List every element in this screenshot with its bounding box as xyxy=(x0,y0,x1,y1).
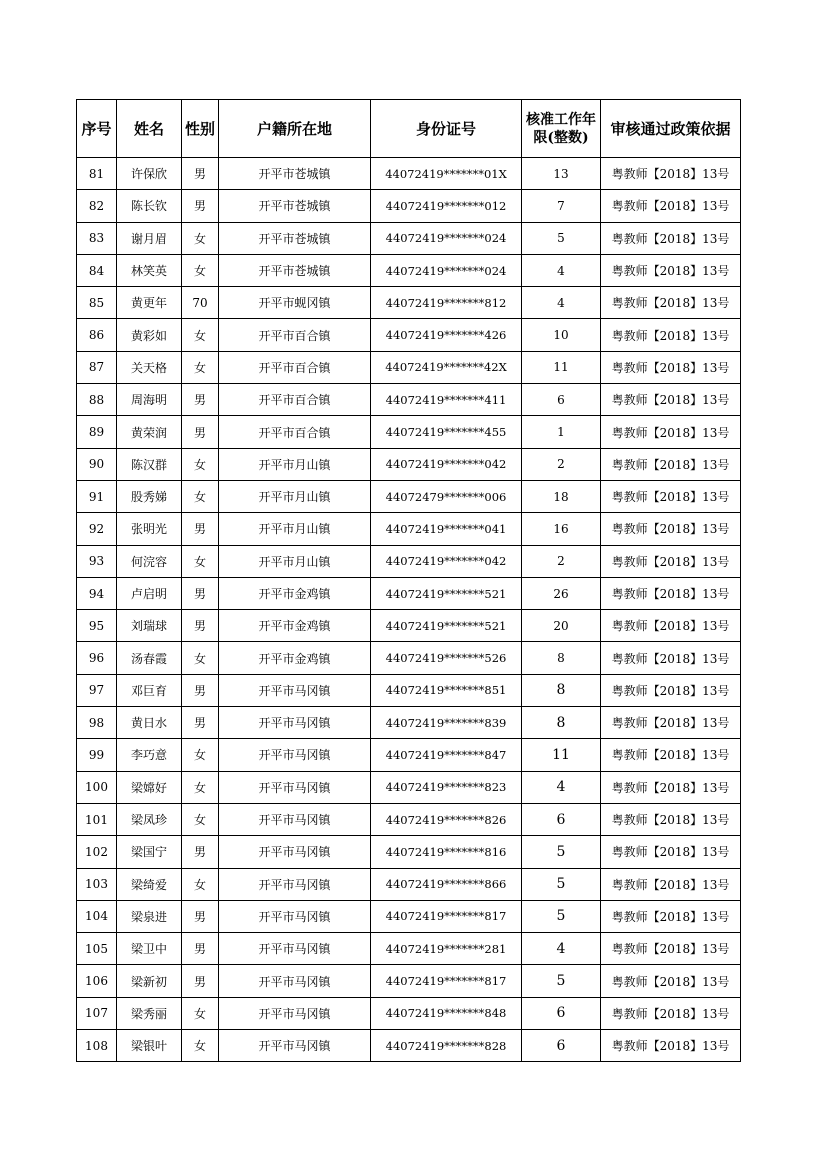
cell-residence: 开平市马冈镇 xyxy=(219,868,371,900)
table-row xyxy=(77,190,741,222)
cell-id-number: 44072419*******411 xyxy=(371,384,522,416)
cell-name: 谢月眉 xyxy=(117,222,182,254)
cell-residence: 开平市马冈镇 xyxy=(219,836,371,868)
header-index: 序号 xyxy=(77,100,117,158)
cell-index: 104 xyxy=(77,900,117,932)
cell-id-number: 44072419*******024 xyxy=(371,222,522,254)
cell-residence: 开平市百合镇 xyxy=(219,351,371,383)
cell-residence: 开平市金鸡镇 xyxy=(219,577,371,609)
cell-policy: 粤教师【2018】13号 xyxy=(601,287,741,319)
cell-name: 张明光 xyxy=(117,513,182,545)
cell-name: 刘瑞球 xyxy=(117,610,182,642)
cell-years: 6 xyxy=(522,803,601,835)
cell-id-number: 44072419*******521 xyxy=(371,577,522,609)
cell-index: 81 xyxy=(77,158,117,190)
cell-gender: 男 xyxy=(182,900,219,932)
cell-gender: 女 xyxy=(182,448,219,480)
teacher-approval-table xyxy=(76,99,741,1062)
cell-gender: 女 xyxy=(182,254,219,286)
cell-name: 黄日水 xyxy=(117,707,182,739)
table-row xyxy=(77,674,741,706)
cell-gender: 男 xyxy=(182,577,219,609)
table-row xyxy=(77,577,741,609)
cell-gender: 70 xyxy=(182,287,219,319)
cell-index: 106 xyxy=(77,965,117,997)
cell-name: 梁新初 xyxy=(117,965,182,997)
table-row xyxy=(77,319,741,351)
cell-residence: 开平市马冈镇 xyxy=(219,997,371,1029)
cell-policy: 粤教师【2018】13号 xyxy=(601,900,741,932)
cell-gender: 男 xyxy=(182,836,219,868)
cell-years: 2 xyxy=(522,448,601,480)
cell-years: 11 xyxy=(522,739,601,771)
table-row xyxy=(77,1030,741,1062)
table-row xyxy=(77,610,741,642)
cell-index: 85 xyxy=(77,287,117,319)
cell-name: 股秀娣 xyxy=(117,480,182,512)
cell-gender: 男 xyxy=(182,416,219,448)
cell-policy: 粤教师【2018】13号 xyxy=(601,222,741,254)
cell-id-number: 44072419*******01X xyxy=(371,158,522,190)
cell-residence: 开平市苍城镇 xyxy=(219,158,371,190)
cell-name: 梁银叶 xyxy=(117,1030,182,1062)
cell-name: 梁秀丽 xyxy=(117,997,182,1029)
cell-policy: 粤教师【2018】13号 xyxy=(601,1030,741,1062)
cell-index: 102 xyxy=(77,836,117,868)
cell-years: 8 xyxy=(522,642,601,674)
table-row xyxy=(77,545,741,577)
cell-residence: 开平市马冈镇 xyxy=(219,739,371,771)
cell-residence: 开平市月山镇 xyxy=(219,480,371,512)
cell-index: 90 xyxy=(77,448,117,480)
cell-name: 黄更年 xyxy=(117,287,182,319)
cell-name: 邓巨育 xyxy=(117,674,182,706)
cell-gender: 女 xyxy=(182,739,219,771)
cell-policy: 粤教师【2018】13号 xyxy=(601,577,741,609)
cell-policy: 粤教师【2018】13号 xyxy=(601,480,741,512)
cell-policy: 粤教师【2018】13号 xyxy=(601,158,741,190)
cell-years: 10 xyxy=(522,319,601,351)
cell-id-number: 44072419*******42X xyxy=(371,351,522,383)
cell-policy: 粤教师【2018】13号 xyxy=(601,868,741,900)
cell-index: 87 xyxy=(77,351,117,383)
cell-id-number: 44072419*******426 xyxy=(371,319,522,351)
cell-id-number: 44072419*******041 xyxy=(371,513,522,545)
cell-id-number: 44072419*******866 xyxy=(371,868,522,900)
cell-gender: 女 xyxy=(182,545,219,577)
cell-years: 16 xyxy=(522,513,601,545)
cell-id-number: 44072479*******006 xyxy=(371,480,522,512)
cell-name: 梁绮爱 xyxy=(117,868,182,900)
cell-years: 18 xyxy=(522,480,601,512)
cell-index: 99 xyxy=(77,739,117,771)
cell-id-number: 44072419*******817 xyxy=(371,900,522,932)
cell-id-number: 44072419*******828 xyxy=(371,1030,522,1062)
cell-residence: 开平市月山镇 xyxy=(219,448,371,480)
cell-gender: 男 xyxy=(182,965,219,997)
cell-name: 梁国宁 xyxy=(117,836,182,868)
cell-years: 7 xyxy=(522,190,601,222)
header-id-number: 身份证号 xyxy=(371,100,522,158)
cell-name: 黄彩如 xyxy=(117,319,182,351)
cell-gender: 男 xyxy=(182,674,219,706)
cell-index: 103 xyxy=(77,868,117,900)
header-policy: 审核通过政策依据 xyxy=(601,100,741,158)
cell-gender: 男 xyxy=(182,933,219,965)
cell-policy: 粤教师【2018】13号 xyxy=(601,836,741,868)
table-row xyxy=(77,642,741,674)
cell-index: 98 xyxy=(77,707,117,739)
cell-index: 84 xyxy=(77,254,117,286)
cell-index: 93 xyxy=(77,545,117,577)
cell-years: 5 xyxy=(522,900,601,932)
cell-name: 梁卫中 xyxy=(117,933,182,965)
cell-policy: 粤教师【2018】13号 xyxy=(601,997,741,1029)
cell-index: 97 xyxy=(77,674,117,706)
cell-policy: 粤教师【2018】13号 xyxy=(601,190,741,222)
cell-residence: 开平市苍城镇 xyxy=(219,222,371,254)
cell-id-number: 44072419*******012 xyxy=(371,190,522,222)
cell-name: 周海明 xyxy=(117,384,182,416)
cell-years: 5 xyxy=(522,836,601,868)
cell-id-number: 44072419*******455 xyxy=(371,416,522,448)
cell-residence: 开平市马冈镇 xyxy=(219,965,371,997)
cell-id-number: 44072419*******851 xyxy=(371,674,522,706)
cell-index: 96 xyxy=(77,642,117,674)
cell-id-number: 44072419*******042 xyxy=(371,545,522,577)
cell-gender: 女 xyxy=(182,480,219,512)
cell-id-number: 44072419*******281 xyxy=(371,933,522,965)
cell-policy: 粤教师【2018】13号 xyxy=(601,642,741,674)
cell-index: 83 xyxy=(77,222,117,254)
cell-gender: 女 xyxy=(182,1030,219,1062)
cell-gender: 女 xyxy=(182,868,219,900)
cell-residence: 开平市马冈镇 xyxy=(219,900,371,932)
cell-residence: 开平市百合镇 xyxy=(219,319,371,351)
cell-policy: 粤教师【2018】13号 xyxy=(601,965,741,997)
cell-name: 梁凤珍 xyxy=(117,803,182,835)
cell-index: 101 xyxy=(77,803,117,835)
cell-index: 89 xyxy=(77,416,117,448)
header-name: 姓名 xyxy=(117,100,182,158)
cell-name: 梁嫦好 xyxy=(117,771,182,803)
table-row xyxy=(77,836,741,868)
cell-residence: 开平市百合镇 xyxy=(219,384,371,416)
table-header xyxy=(77,100,741,158)
cell-residence: 开平市金鸡镇 xyxy=(219,642,371,674)
cell-id-number: 44072419*******839 xyxy=(371,707,522,739)
cell-gender: 男 xyxy=(182,158,219,190)
table-row xyxy=(77,448,741,480)
cell-policy: 粤教师【2018】13号 xyxy=(601,254,741,286)
cell-name: 陈汉群 xyxy=(117,448,182,480)
table-row xyxy=(77,351,741,383)
table-row xyxy=(77,739,741,771)
cell-name: 梁泉进 xyxy=(117,900,182,932)
cell-gender: 男 xyxy=(182,190,219,222)
cell-id-number: 44072419*******826 xyxy=(371,803,522,835)
table-body xyxy=(77,158,741,1062)
cell-residence: 开平市马冈镇 xyxy=(219,707,371,739)
table-row xyxy=(77,933,741,965)
cell-gender: 女 xyxy=(182,351,219,383)
table-row xyxy=(77,416,741,448)
cell-id-number: 44072419*******024 xyxy=(371,254,522,286)
table-row xyxy=(77,384,741,416)
cell-policy: 粤教师【2018】13号 xyxy=(601,803,741,835)
cell-id-number: 44072419*******042 xyxy=(371,448,522,480)
cell-policy: 粤教师【2018】13号 xyxy=(601,545,741,577)
cell-policy: 粤教师【2018】13号 xyxy=(601,933,741,965)
cell-index: 91 xyxy=(77,480,117,512)
cell-gender: 女 xyxy=(182,997,219,1029)
cell-policy: 粤教师【2018】13号 xyxy=(601,384,741,416)
cell-years: 13 xyxy=(522,158,601,190)
cell-id-number: 44072419*******848 xyxy=(371,997,522,1029)
cell-gender: 女 xyxy=(182,642,219,674)
cell-gender: 女 xyxy=(182,771,219,803)
table-row xyxy=(77,771,741,803)
cell-years: 5 xyxy=(522,868,601,900)
cell-name: 何浣容 xyxy=(117,545,182,577)
cell-years: 1 xyxy=(522,416,601,448)
table-row xyxy=(77,222,741,254)
header-row xyxy=(77,100,741,158)
cell-name: 关天格 xyxy=(117,351,182,383)
cell-years: 6 xyxy=(522,1030,601,1062)
cell-residence: 开平市马冈镇 xyxy=(219,1030,371,1062)
cell-policy: 粤教师【2018】13号 xyxy=(601,351,741,383)
cell-index: 94 xyxy=(77,577,117,609)
cell-name: 卢启明 xyxy=(117,577,182,609)
cell-policy: 粤教师【2018】13号 xyxy=(601,707,741,739)
cell-years: 11 xyxy=(522,351,601,383)
cell-id-number: 44072419*******812 xyxy=(371,287,522,319)
cell-years: 8 xyxy=(522,674,601,706)
cell-name: 林笑英 xyxy=(117,254,182,286)
cell-residence: 开平市月山镇 xyxy=(219,545,371,577)
cell-gender: 女 xyxy=(182,222,219,254)
cell-residence: 开平市马冈镇 xyxy=(219,803,371,835)
cell-gender: 男 xyxy=(182,384,219,416)
cell-gender: 女 xyxy=(182,803,219,835)
cell-id-number: 44072419*******817 xyxy=(371,965,522,997)
header-gender: 性别 xyxy=(182,100,219,158)
cell-index: 82 xyxy=(77,190,117,222)
cell-residence: 开平市百合镇 xyxy=(219,416,371,448)
cell-years: 4 xyxy=(522,771,601,803)
cell-index: 86 xyxy=(77,319,117,351)
cell-years: 6 xyxy=(522,997,601,1029)
cell-policy: 粤教师【2018】13号 xyxy=(601,610,741,642)
cell-residence: 开平市苍城镇 xyxy=(219,254,371,286)
cell-years: 4 xyxy=(522,933,601,965)
cell-years: 8 xyxy=(522,707,601,739)
header-years: 核准工作年限(整数) xyxy=(522,100,601,158)
table-row xyxy=(77,254,741,286)
cell-name: 李巧意 xyxy=(117,739,182,771)
cell-index: 108 xyxy=(77,1030,117,1062)
cell-id-number: 44072419*******526 xyxy=(371,642,522,674)
cell-gender: 男 xyxy=(182,513,219,545)
cell-id-number: 44072419*******847 xyxy=(371,739,522,771)
cell-residence: 开平市马冈镇 xyxy=(219,933,371,965)
cell-policy: 粤教师【2018】13号 xyxy=(601,513,741,545)
table-row xyxy=(77,158,741,190)
cell-policy: 粤教师【2018】13号 xyxy=(601,739,741,771)
cell-residence: 开平市月山镇 xyxy=(219,513,371,545)
cell-years: 5 xyxy=(522,965,601,997)
cell-index: 105 xyxy=(77,933,117,965)
cell-residence: 开平市蚬冈镇 xyxy=(219,287,371,319)
table-row xyxy=(77,803,741,835)
cell-name: 黄荣润 xyxy=(117,416,182,448)
header-residence: 户籍所在地 xyxy=(219,100,371,158)
cell-years: 6 xyxy=(522,384,601,416)
cell-years: 4 xyxy=(522,287,601,319)
cell-name: 许保欣 xyxy=(117,158,182,190)
cell-years: 4 xyxy=(522,254,601,286)
cell-years: 5 xyxy=(522,222,601,254)
cell-residence: 开平市苍城镇 xyxy=(219,190,371,222)
cell-policy: 粤教师【2018】13号 xyxy=(601,319,741,351)
cell-years: 2 xyxy=(522,545,601,577)
cell-policy: 粤教师【2018】13号 xyxy=(601,416,741,448)
cell-years: 26 xyxy=(522,577,601,609)
table-row xyxy=(77,480,741,512)
cell-id-number: 44072419*******521 xyxy=(371,610,522,642)
cell-residence: 开平市马冈镇 xyxy=(219,674,371,706)
table-row xyxy=(77,287,741,319)
cell-residence: 开平市马冈镇 xyxy=(219,771,371,803)
table-row xyxy=(77,997,741,1029)
cell-index: 107 xyxy=(77,997,117,1029)
cell-gender: 男 xyxy=(182,610,219,642)
table-row xyxy=(77,900,741,932)
cell-gender: 男 xyxy=(182,707,219,739)
cell-index: 92 xyxy=(77,513,117,545)
table-row xyxy=(77,513,741,545)
cell-gender: 女 xyxy=(182,319,219,351)
cell-index: 88 xyxy=(77,384,117,416)
cell-id-number: 44072419*******816 xyxy=(371,836,522,868)
cell-index: 95 xyxy=(77,610,117,642)
cell-years: 20 xyxy=(522,610,601,642)
cell-id-number: 44072419*******823 xyxy=(371,771,522,803)
cell-policy: 粤教师【2018】13号 xyxy=(601,448,741,480)
cell-policy: 粤教师【2018】13号 xyxy=(601,674,741,706)
table-row xyxy=(77,965,741,997)
cell-policy: 粤教师【2018】13号 xyxy=(601,771,741,803)
table-row xyxy=(77,868,741,900)
cell-name: 汤春霞 xyxy=(117,642,182,674)
cell-index: 100 xyxy=(77,771,117,803)
cell-residence: 开平市金鸡镇 xyxy=(219,610,371,642)
cell-name: 陈长钦 xyxy=(117,190,182,222)
table-row xyxy=(77,707,741,739)
